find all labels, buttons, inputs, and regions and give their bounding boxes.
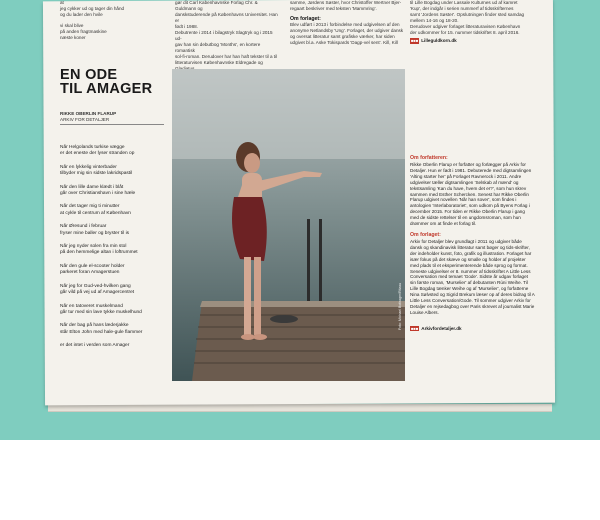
red-tag: ■■■ [411,38,419,43]
line: regaart beskriver med teksten 'Mammring'. [290,6,377,11]
line: samme, Jørdens Søster, hvor Christoffer Wertner Bjer- [290,0,402,5]
line: Derudover udgiver forlaget litteraturavisen København [410,24,521,29]
poem-line: Når Øresund i februar [60,224,107,230]
line: udgivet bl.a. Aske Tokispards 'Dagp-vel sent'. Kill, Kill [290,40,398,45]
headline-line-2: TIL AMAGER [60,81,153,97]
press-text: Arkiv for Detaljer blev grundlagt i 2011 og udgiver både dansk og skandinavisk litteratur samt bøger og tids-skrifter, der indeholder kunst, foto, grafik og illustration. Forlaget har især fokus på det skæve og smalle og holder af projekter med plads til et eksperimenterende både sprog og format. Seneste udgivelser er 8. nummer af tidsskriftet A Little Less Conversation med temaet 'Gode'. Sidste år udgav forlaget sin første roman, 'Murselier' af debutanten Rúni Weihe. Til Lille Bogdag tænker Weihe og af 'Murselier', og forfatterne Nina Sølvsted og Sigrid Brekum læser op af deres bidrag til A Little Less Conversation/Gode. Til sommer udgiver Arkiv for Detaljer en rejsedagbog over Paris skrevet af journalist Marie Louise Albers. [410,238,535,315]
headline-line-1: EN ODE [60,67,118,83]
poem-line: er det intet i verden som Amager [60,343,130,349]
info-sidebar [410,150,535,335]
line: og oversat litteratur samt grafiske værker, har siden [290,34,395,39]
byline [60,111,165,123]
line: sol-fi-roman. Derudover har han haft tekster til a til [175,54,278,59]
poem-line: Når det tager mig ti minutter [60,204,120,210]
poem-line: Når en tatoveret muskelmand [60,303,123,309]
poem-line: Når jeg nyder solen fra min stol [60,244,127,250]
poem-stanza [60,323,168,336]
article-headline [60,68,170,96]
top-mid-column-2 [290,0,408,46]
poem-line: parkeret foran Amagerstuen [60,270,120,276]
top-right-column [410,0,535,44]
poem-stanza [60,204,168,217]
line: anonyme Netlandsby 'Ung'. Forlaget, der udgiver dansk [290,28,404,33]
line: til Lille Bogdag under Lassale Kulturnes ud af kamret [410,0,518,5]
poem-stanza [60,304,168,317]
red-tag: ■■■ [411,325,419,331]
poem-stanza [60,185,168,198]
poem-stanza [60,224,168,237]
poem-stanza [60,284,168,297]
poem-line: på den hemmelige altan i loftrummet [60,250,138,256]
byline-role: ARKIV FOR DETALJER [60,117,110,122]
line: og du lader den hvile [60,12,103,17]
poem-line: Når jeg for Gud-ved-hvilken gang [60,283,131,289]
top-left-column [60,0,170,41]
publisher-link[interactable]: Arkivfordetaljer.dk [421,325,462,331]
photo-credit: Foto: Michael Bothager/Ritzau [398,282,402,330]
photo-illustration [172,69,405,381]
poem-line: går over Christianshavn i sine hæle [60,191,136,197]
author-heading: Om forfatteren: [410,155,448,161]
line: næste koner [60,35,86,40]
poem-line: står Elton John med hale-gule flammer [60,329,143,335]
poem [60,145,168,357]
line: der udkommer for 15. nummer tidskriftet 8. april 2016. [410,30,520,35]
poem-line: Når den lille dame klædt i blåt [60,184,124,190]
poem-stanza [60,244,168,257]
poem-stanza [60,145,168,158]
line: Blev udført i 2013 i forbindelse med udgivelsen af den [290,22,400,27]
poem-line: fryser mine baller og bryster til is [60,230,130,236]
poem-stanza [60,165,168,178]
paper-edge [48,404,552,412]
line: 'Kup', der indgår i serien nummerf af tidsskrifternes [410,6,514,11]
poem-stanza [60,264,168,277]
top-mid-column-1 [175,0,280,78]
line: jeg cykker ud og tager din hånd [60,6,125,11]
poem-line: går tur med sin lave tykke muskelhund [60,309,142,315]
line: litteraturvisen Københavnske Eldregade og [175,60,263,65]
section-heading: Om forlaget: [290,16,321,22]
author-text: Rikke Oberlin Flarup er forfatter og forlægger på Arkiv for Detaljer. Hun er født i 1981. Debuterede med digtsamlingen 'Alting starter her' på Forlaget Ravnerock i 2011. Andre udgivelser tæller digtsamlingen 'Selskab af mænd' og tekstsamling 'Kan du have, hvem det er?', som hun skrev sammen med Esther Schercken. Senest har Rikke Oberlin Flarup udgivet novellen 'Når han sover', som findes i antologien 'Interlaboratoriet', som udkom på Byens Forlag i december 2015. For tiden er Rikke Oberlin Flarup i gang med de sidste rettelser til en ungdomsroman, som hun drømmer om at finde et forlag til. [410,162,532,227]
poem-line: går vild på vej ud af Amagercentret [60,290,135,296]
top-link: Lilleguldkorn.dk [421,38,457,43]
divider [60,124,164,125]
line: Debutrente i 2014 i bilagstryk Slagtryk og i 2015 ud- [175,30,273,41]
poem-line: Når der bag på hans læderjakke [60,323,129,329]
poem-line: Når den gule el-scooter holder [60,263,125,269]
press-heading: Om forlaget: [410,231,441,238]
line: på anden fragtmaskine [60,29,107,34]
line: mellem 14-16 og 18-20. [410,18,459,23]
line: at [60,0,64,5]
poem-line: er det eneste der lyser stranden op [60,151,135,157]
poem-line: Når en lykkelig vinterbader [60,164,117,170]
line: samt 'Jordens Søster'. Opslutningen finder sted samdag [410,12,525,17]
poem-line: Når Helgolands turkise væggе [60,145,125,150]
line: født i 1988. [175,24,198,29]
byline-name: RIKKE OBERLIN FLARUP [60,111,117,116]
article-photo [172,69,405,381]
line: danskstuderende på Københavns Universitet. Han er [175,12,278,23]
line: vi skal blive [60,23,84,28]
poem-line: at cykle til centrum af København [60,210,131,216]
line: gør dit Carl Kabenhavnske Forlag Chr. & Guldmann og [175,0,258,11]
poem-stanza [60,343,168,349]
line: gav han sin debutbog 'Months', en kortere romantisk [175,42,261,53]
poem-line: tilbyder mig sin sidste lakridspastil [60,171,133,177]
